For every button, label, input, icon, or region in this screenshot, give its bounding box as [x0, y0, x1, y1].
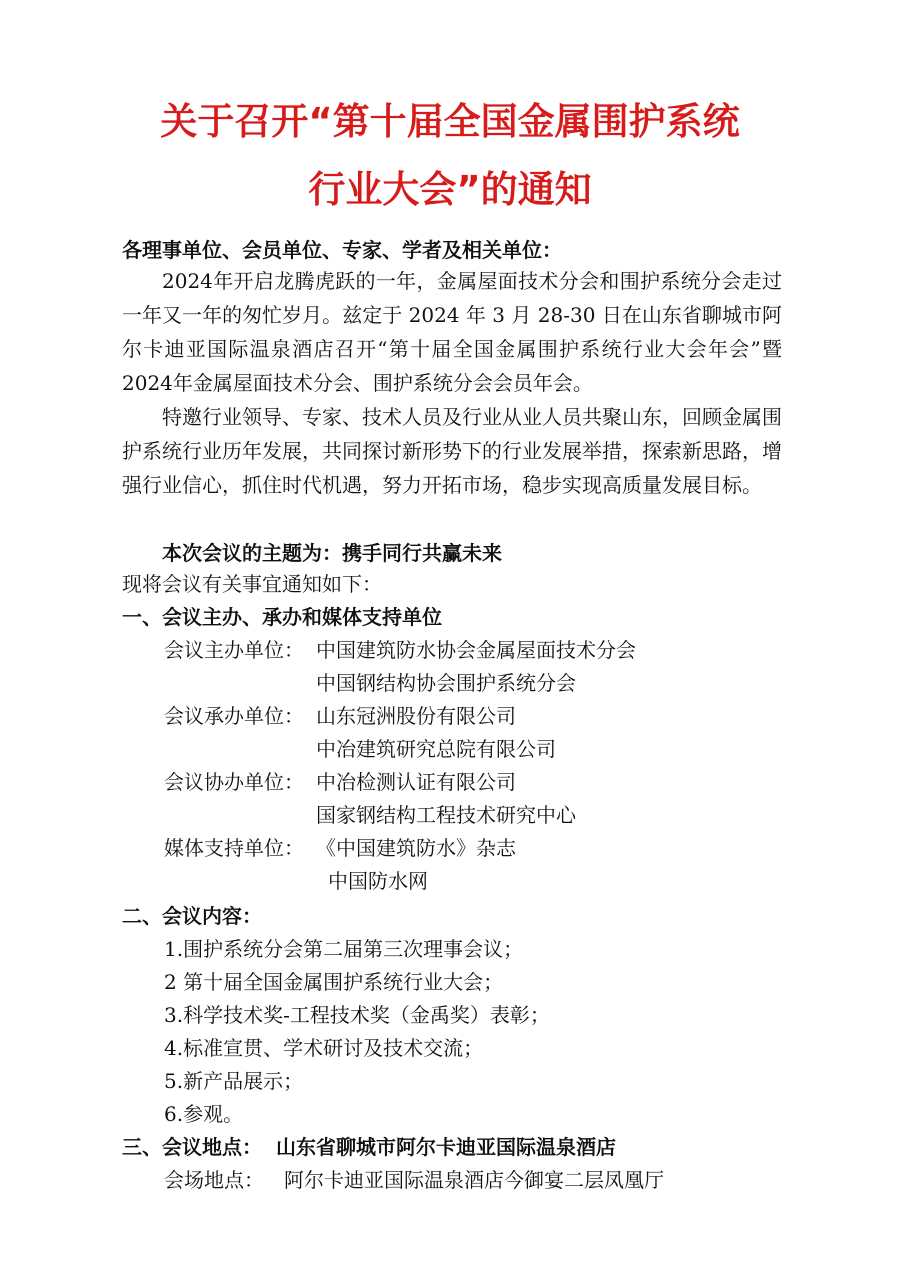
- agenda-item-4: 4.标准宣贯、学术研讨及技术交流；: [164, 1036, 484, 1060]
- co-organizer-label: 会议协办单位：: [164, 770, 304, 794]
- organizer-unit-1: 山东冠洲股份有限公司: [316, 704, 516, 728]
- agenda-item-5: 5.新产品展示；: [164, 1069, 304, 1093]
- agenda-item-6: 6.参观。: [164, 1102, 244, 1126]
- intro-paragraph: 2024年开启龙腾虎跃的一年，金属屋面技术分会和围护系统分会走过一年又一年的匆忙岁月。兹定于 2024 年 3 月 28-30 日在山东省聊城市阿尔卡迪亚国际温泉酒店召开“第十届全国金属围护系统行业大会年会”暨 2024年金属屋面技术分会、围护系统分会会员年会。: [122, 269, 782, 395]
- meeting-location: 山东省聊城市阿尔卡迪亚国际温泉酒店: [276, 1135, 616, 1159]
- document-title-line-2: 行业大会”的通知: [308, 168, 592, 211]
- agenda-item-3: 3.科学技术奖-工程技术奖（金禹奖）表彰；: [164, 1003, 550, 1027]
- media-unit-1: 《中国建筑防水》杂志: [316, 836, 516, 860]
- section-1-heading: 一、会议主办、承办和媒体支持单位: [122, 605, 442, 629]
- agenda-item-1: 1.围护系统分会第二届第三次理事会议；: [164, 937, 524, 961]
- organizer-unit-2: 中冶建筑研究总院有限公司: [316, 737, 556, 761]
- document-title-line-1: 关于召开“第十届全国金属围护系统: [160, 100, 740, 143]
- organizer-label: 会议承办单位：: [164, 704, 304, 728]
- media-unit-2: 中国防水网: [328, 869, 428, 893]
- notice-intro: 现将会议有关事宜通知如下：: [122, 572, 382, 596]
- salutation: 各理事单位、会员单位、专家、学者及相关单位：: [122, 238, 562, 262]
- host-unit-1: 中国建筑防水协会金属屋面技术分会: [316, 638, 636, 662]
- co-organizer-unit-2: 国家钢结构工程技术研究中心: [316, 803, 576, 827]
- meeting-theme: 本次会议的主题为：携手同行共赢未来: [162, 541, 502, 565]
- media-label: 媒体支持单位：: [164, 836, 304, 860]
- venue-detail: 阿尔卡迪亚国际温泉酒店今御宴二层凤凰厅: [284, 1168, 664, 1192]
- section-2-heading: 二、会议内容：: [122, 904, 262, 928]
- host-unit-2: 中国钢结构协会围护系统分会: [316, 671, 576, 695]
- venue-label: 会场地点：: [164, 1168, 264, 1192]
- agenda-item-2: 2 第十届全国金属围护系统行业大会；: [164, 970, 504, 994]
- section-3-heading: 三、会议地点：: [122, 1135, 262, 1159]
- host-label: 会议主办单位：: [164, 638, 304, 662]
- co-organizer-unit-1: 中冶检测认证有限公司: [316, 770, 516, 794]
- purpose-paragraph: 特邀行业领导、专家、技术人员及行业从业人员共聚山东，回顾金属围护系统行业历年发展，共同探讨新形势下的行业发展举措，探索新思路，增强行业信心，抓住时代机遇，努力开拓市场，稳步实现高质量发展目标。: [122, 405, 782, 497]
